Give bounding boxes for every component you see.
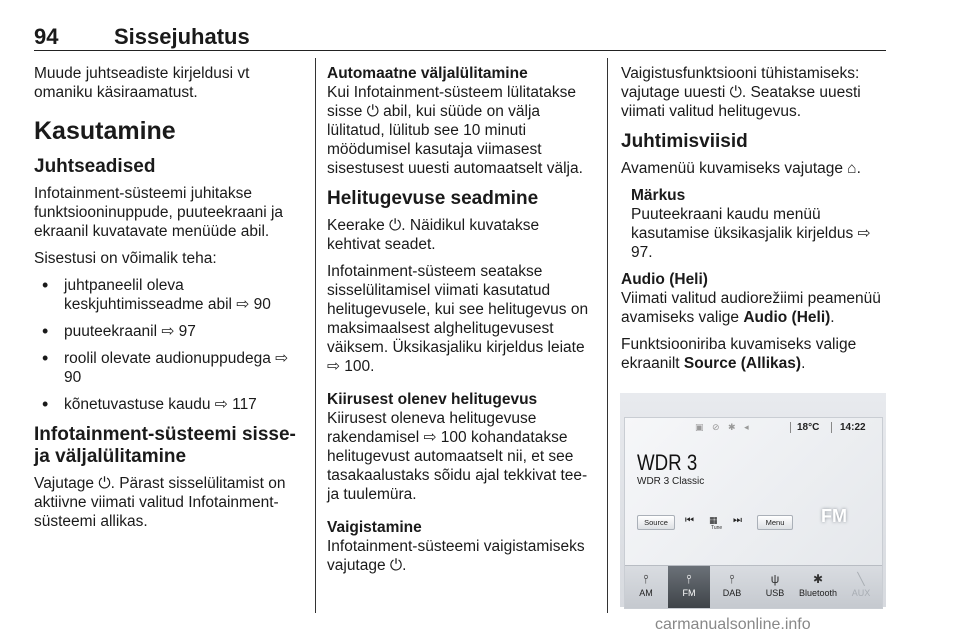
bullet-list (34, 276, 304, 414)
antenna-icon: ⫯ (729, 572, 735, 586)
tab-label: USB (765, 588, 785, 598)
paragraph: Sisestusi on võimalik teha: (34, 250, 217, 267)
tab-dab[interactable] (711, 566, 753, 608)
page-header (34, 22, 886, 51)
minor-heading: Audio (Heli) (621, 271, 708, 288)
ui-term: Source (Allikas) (683, 355, 802, 372)
previous-icon[interactable]: ⏮ (685, 515, 694, 526)
infotainment-screenshot (620, 393, 886, 607)
source-button[interactable]: Source (637, 515, 675, 530)
text-run: . (801, 355, 806, 372)
fm-logo: FM (821, 506, 847, 526)
subsection-heading: Juhtimisviisid (621, 131, 748, 152)
column-3 (621, 64, 886, 381)
list-item: • juhtpaneelil oleva keskjuhtimisseadme abil ⇨ 90 (34, 276, 304, 314)
paragraph: Infotainment-süsteem seatakse sisselülitamisel viimati kasutatud helitugevusele, kui see helitugevus on maksimaalsest alghelitugevusest väiksem. Üksikasjaliku kirjeldus leiate ⇨ 100. (327, 263, 589, 375)
bluetooth-icon: ✱ (812, 572, 824, 586)
tab-usb[interactable] (754, 566, 796, 608)
subsection-heading: Infotainment-süsteemi sisse- ja väljalülitamine (34, 424, 296, 467)
column-1 (34, 64, 304, 539)
tab-label: AM (639, 588, 653, 598)
antenna-icon: ⫯ (686, 572, 692, 586)
antenna-icon: ⫯ (643, 572, 649, 586)
list-item: • kõnetuvastuse kaudu ⇨ 117 (34, 395, 304, 414)
aux-icon: ╲ (857, 572, 865, 586)
tab-fm[interactable] (668, 566, 710, 608)
next-icon[interactable]: ⏭ (733, 515, 742, 526)
station-name: WDR 3 (637, 450, 698, 475)
minor-heading: Automaatne väljalülitamine (327, 65, 528, 82)
paragraph: Infotainment-süsteemi vaigistamiseks vajutage ⏻. (327, 538, 585, 574)
station-subtitle: WDR 3 Classic (637, 476, 705, 487)
paragraph: Kui Infotainment-süsteem lülitatakse sisse ⏻ abil, kui süüde on välja lülitatud, lülitub see 10 minuti möödumisel kasutaja viimasest sisestusest uuesti automaatselt välja. (327, 84, 583, 177)
subsection-heading: Juhtseadised (34, 156, 156, 177)
text-run: Funktsiooniriba kuvamiseks valige ekraanilt (621, 336, 857, 372)
status-bar (625, 418, 882, 438)
divider (790, 422, 791, 433)
paragraph (621, 289, 886, 327)
paragraph: Vajutage ⏻. Pärast sisselülitamist on aktiivne viimati valitud Infotainment-süsteemi allikas. (34, 475, 286, 530)
note-text: Puuteekraani kaudu menüü kasutamise üksikasjalik kirjeldus ⇨ 97. (631, 206, 871, 261)
column-divider (315, 58, 316, 613)
minor-heading: Vaigistamine (327, 519, 422, 536)
tune-label: Tune (711, 525, 723, 531)
list-item: • roolil olevate audionuppudega ⇨ 90 (34, 349, 304, 387)
list-item: • puuteekraanil ⇨ 97 (34, 322, 304, 341)
text-run: Viimati valitud audiorežiimi peamenüü avamiseks valige (621, 290, 881, 326)
paragraph: Infotainment-süsteemi juhitakse funktsiooninuppude, puuteekraani ja ekraanil kuvatavate menüüde abil. (34, 185, 284, 240)
tab-aux[interactable] (840, 566, 882, 608)
intro-text: Muude juhtseadiste kirjeldusi vt omaniku käsiraamatust. (34, 65, 250, 101)
tab-label: Bluetooth (798, 588, 838, 598)
minor-heading: Kiirusest olenev helitugevus (327, 391, 538, 408)
paragraph: Avamenüü kuvamiseks vajutage ⌂. (621, 160, 861, 177)
tab-label: AUX (851, 588, 871, 598)
divider (831, 422, 832, 433)
section-heading: Kasutamine (34, 117, 176, 145)
note-title: Märkus (631, 187, 686, 204)
tab-label: FM (682, 588, 696, 598)
paragraph: Keerake ⏻. Näidikul kuvatakse kehtivat seadet. (327, 217, 540, 253)
menu-button[interactable]: Menu (757, 515, 793, 530)
page-number: 94 (34, 24, 59, 49)
status-icons: ▣ ⊘ ✱ ◂ (695, 422, 752, 432)
tab-am[interactable] (625, 566, 667, 608)
paragraph: Vaigistusfunktsiooni tühistamiseks: vajutage uuesti ⏻. Seatakse uuesti viimati valitud helitugevus. (621, 65, 861, 120)
note-box (631, 186, 886, 262)
page-title: Sissejuhatus (114, 24, 250, 49)
column-divider (607, 58, 608, 613)
text-run: . (830, 309, 835, 326)
column-2 (327, 64, 595, 583)
tab-label: DAB (722, 588, 742, 598)
source-tab-bar (625, 565, 882, 608)
temperature-readout: 18°C (797, 422, 820, 433)
tab-bluetooth[interactable] (797, 566, 839, 608)
paragraph (621, 335, 886, 373)
infotainment-screen (624, 417, 883, 609)
tune-icon[interactable]: ▦ (709, 515, 718, 525)
subsection-heading: Helitugevuse seadmine (327, 188, 539, 209)
paragraph: Kiirusest oleneva helitugevuse rakendamisel ⇨ 100 kohandatakse helitugevust automaatselt nii, et see tasakaalustaks sõidu ajal tekkivat tee- ja tuulemüra. (327, 410, 588, 503)
clock-readout: 14:22 (840, 422, 866, 433)
usb-icon: ψ (770, 572, 780, 586)
ui-term: Audio (Heli) (743, 309, 831, 326)
watermark: carmanualsonline.info (655, 616, 811, 633)
